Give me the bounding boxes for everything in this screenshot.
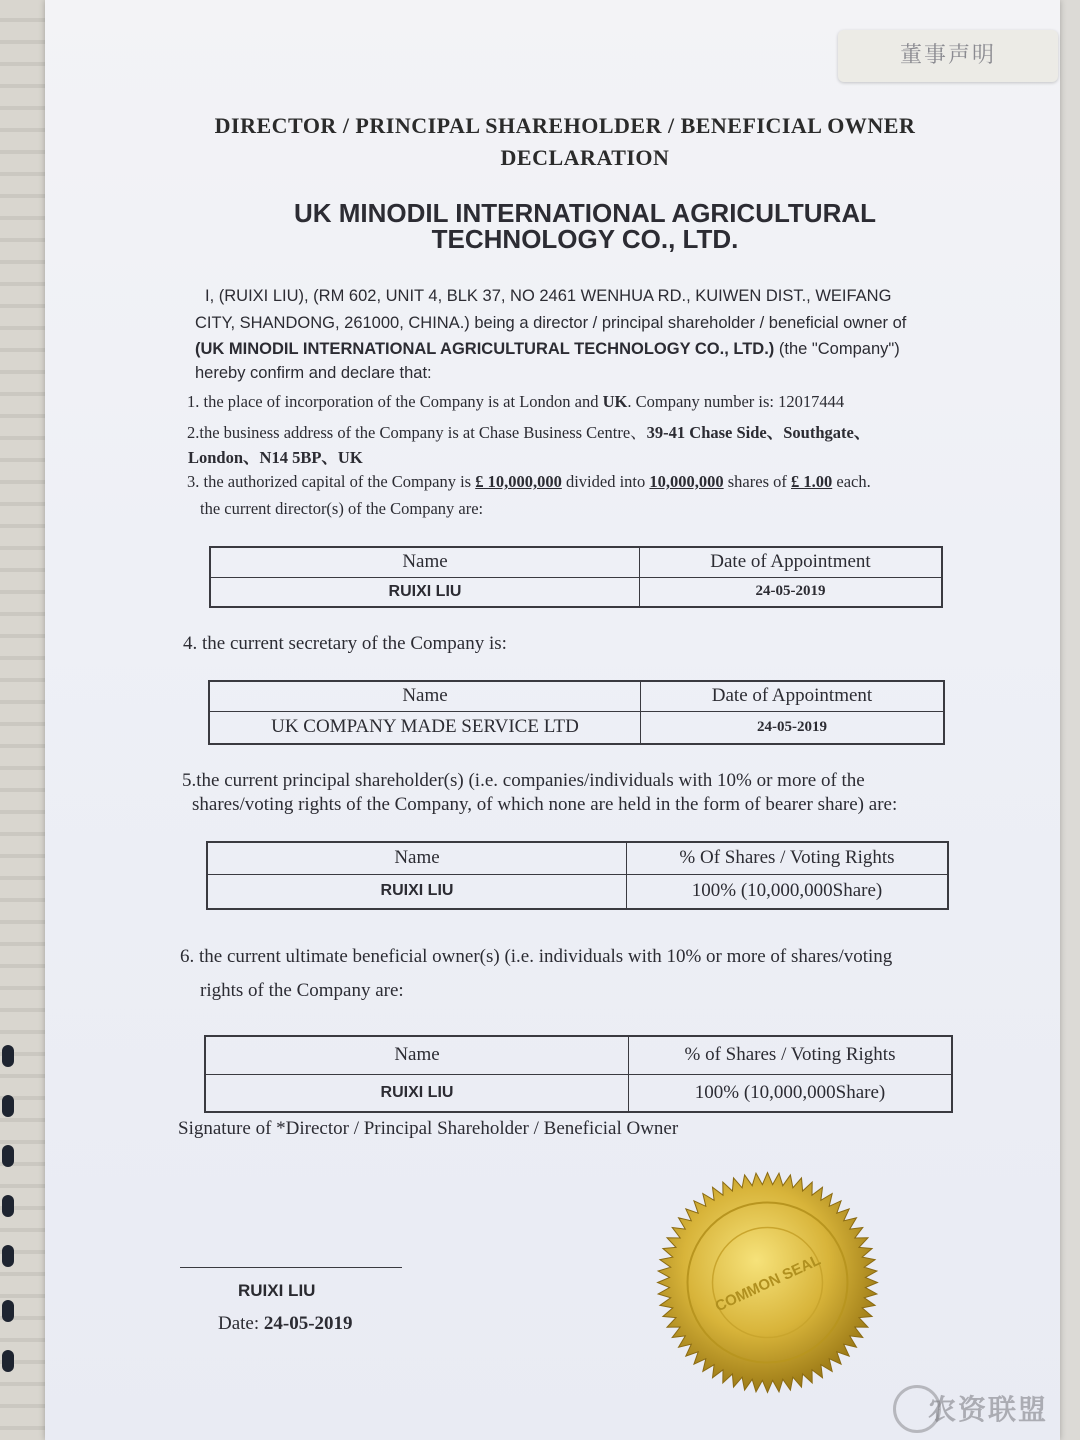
table-header-shares: % Of Shares / Voting Rights [627,842,949,874]
intro-company-bold: (UK MINODIL INTERNATIONAL AGRICULTURAL TECHNOLOGY CO., LTD.) [195,340,775,358]
intro-company-alias: (the "Company") [774,340,900,358]
signer-name: RUIXI LIU [238,1281,316,1300]
table-header-date: Date of Appointment [640,547,943,577]
signature-date [218,1313,353,1335]
secretary-appointment-date: 24-05-2019 [641,711,945,744]
binder-ring [2,1195,14,1217]
item-2 [187,419,967,443]
company-name-line2: TECHNOLOGY CO., LTD. [431,224,739,254]
item-1-prefix: 1. the place of incorporation of the Company is at London and [187,392,603,411]
date-value: 24-05-2019 [263,1313,353,1334]
director-name: RUIXI LIU [210,577,640,607]
par-value: £ 1.00 [791,472,833,491]
item-1 [187,392,967,412]
beneficial-owner-name: RUIXI LIU [205,1074,629,1112]
item-6-line2: rights of the Company are: [200,980,404,1001]
item-4: 4. the current secretary of the Company is: [183,633,507,654]
item-1-country: UK [602,392,628,411]
beneficial-owner-percentage: 100% (10,000,000Share) [629,1074,953,1112]
authorized-capital: £ 10,000,000 [475,472,562,491]
item-3 [187,472,967,492]
item-3-line2: the current director(s) of the Company are: [200,499,484,518]
secretary-table [208,680,945,745]
common-seal-icon [655,1170,880,1395]
item-2-address-bold: 39-41 Chase Side、Southgate、 [646,423,871,442]
date-label: Date: [218,1313,264,1334]
seal-text: COMMON SEAL [712,1251,824,1316]
item-2-line2 [188,444,588,468]
item-5-line1: 5.the current principal shareholder(s) (i.e. companies/individuals with 10% or more of the [182,770,865,791]
binder-ring [2,1300,14,1322]
item-2-prefix: 2.the business address of the Company is at Chase Business Centre、 [187,423,647,442]
intro-line3 [195,338,985,361]
table-header-name: Name [205,1036,629,1074]
item-3-prefix: 3. the authorized capital of the Company is [187,472,476,491]
item-3-mid1: divided into [561,472,650,491]
item-1-suffix: . Company number is: 12017444 [627,392,845,411]
binder-ring [2,1045,14,1067]
binder-ring [2,1245,14,1267]
shareholders-table [206,841,949,910]
directors-table [209,546,943,608]
tab-label: 董事声明 [838,30,1058,82]
watermark-text: 农资联盟 [928,1393,1049,1426]
share-count: 10,000,000 [649,472,724,491]
item-2-address-city: London、N14 5BP、UK [188,448,363,467]
signature-label: Signature of *Director / Principal Shareholder / Beneficial Owner [178,1118,679,1139]
signature-line [180,1267,402,1268]
binder-ring [2,1350,14,1372]
table-header-date: Date of Appointment [641,681,945,711]
intro-line4: hereby confirm and declare that: [195,364,432,382]
declaration-title-line1: DIRECTOR / PRINCIPAL SHAREHOLDER / BENEFICIAL OWNER [214,113,916,138]
intro-line2: CITY, SHANDONG, 261000, CHINA.) being a director / principal shareholder / beneficial owner of [195,314,907,332]
shareholder-name: RUIXI LIU [207,874,627,909]
item-3-suffix: each. [832,472,871,491]
table-header-shares: % of Shares / Voting Rights [629,1036,953,1074]
binder-ring [2,1145,14,1167]
item-5-line2: shares/voting rights of the Company, of which none are held in the form of bearer share) are: [192,794,898,815]
table-header-name: Name [207,842,627,874]
item-6-line1: 6. the current ultimate beneficial owner(s) (i.e. individuals with 10% or more of shares/voting [180,946,893,967]
table-header-name: Name [209,681,641,711]
beneficial-owners-table [204,1035,953,1113]
director-appointment-date: 24-05-2019 [640,577,943,607]
company-name-line1: UK MINODIL INTERNATIONAL AGRICULTURAL [293,198,877,228]
declaration-title-line2: DECLARATION [500,145,670,170]
binder-ring [2,1095,14,1117]
table-header-name: Name [210,547,640,577]
secretary-name: UK COMPANY MADE SERVICE LTD [209,711,641,744]
item-3-mid2: shares of [723,472,791,491]
shareholder-percentage: 100% (10,000,000Share) [627,874,949,909]
intro-line1: I, (RUIXI LIU), (RM 602, UNIT 4, BLK 37, NO 2461 WENHUA RD., KUIWEN DIST., WEIFANG [205,287,892,305]
